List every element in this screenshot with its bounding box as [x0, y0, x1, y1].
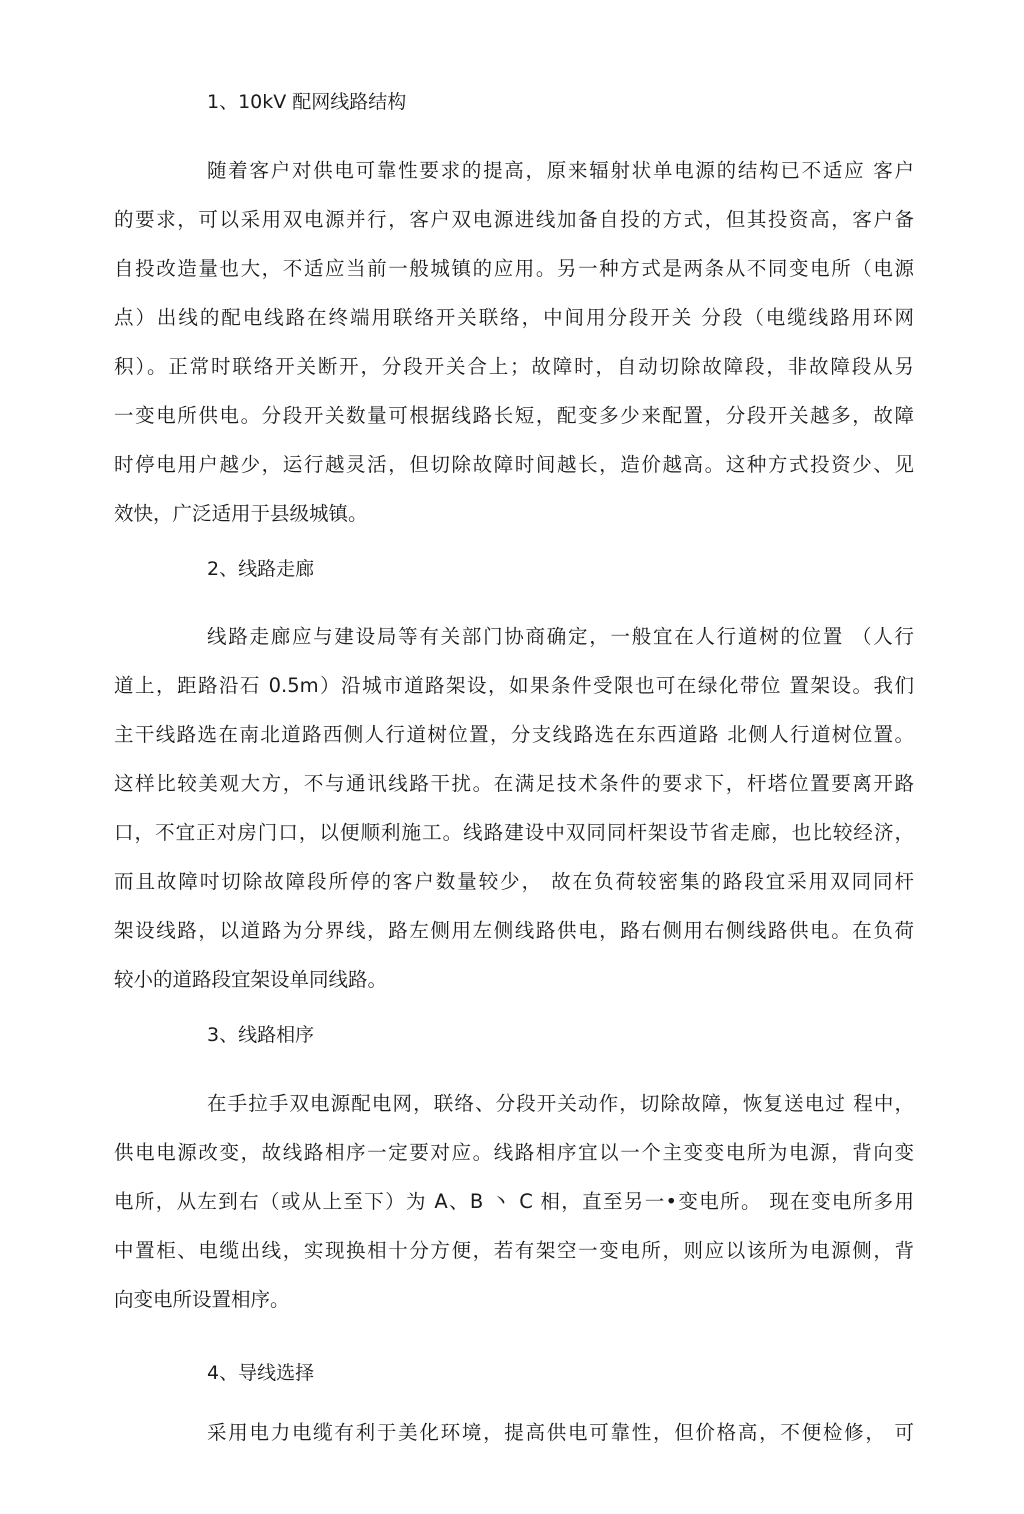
paragraph-line: 随着客户对供电可靠性要求的提高，原来辐射状单电源的结构已不适应 客户 [207, 159, 914, 182]
section-1-paragraph [114, 146, 914, 538]
paragraph-line: 供电电源改变，故线路相序一定要对应。线路相序宜以一个主变变电所为电源，背向变 [114, 1141, 914, 1164]
section-1-heading: 1、10kV 配网线路结构 [207, 91, 407, 113]
paragraph-line: 在手拉手双电源配电网，联络、分段开关动作，切除故障，恢复送电过 程中， [207, 1092, 914, 1115]
paragraph-line: 采用电力电缆有利于美化环境，提高供电可靠性，但价格高，不便检修， 可 [207, 1421, 914, 1444]
paragraph-line: 电所，从左到右（或从上至下）为 A、B 丶 C 相，直至另一•变电所。 现在变电所多用 [114, 1190, 914, 1213]
section-4-paragraph [114, 1408, 914, 1457]
paragraph-line: 自投改造量也大，不适应当前一般城镇的应用。另一种方式是两条从不同变电所（电源 [114, 257, 914, 280]
paragraph-line: 道上，距路沿石 0.5m）沿城市道路架设，如果条件受限也可在绿化带位 置架设。我们 [114, 674, 914, 697]
paragraph-line: 而且故障吋切除故障段所停的客户数量较少， 故在负荷较密集的路段宜采用双同同杆 [114, 870, 914, 893]
paragraph-line: 这样比较美观大方，不与通讯线路干扰。在满足技术条件的要求下，杆塔位置要离开路 [114, 772, 914, 795]
paragraph-line: 积）。正常时联络开关断开，分段开关合上；故障时，自动切除故障段，非故障段从另 [114, 355, 914, 378]
paragraph-line: 向变电所设置相序。 [114, 1288, 290, 1311]
section-2-paragraph [114, 612, 914, 1004]
paragraph-line: 效快，广泛适用于县级城镇。 [114, 502, 368, 525]
section-3-heading: 3、线路相序 [207, 1024, 315, 1046]
paragraph-line: 较小的道路段宜架设单同线路。 [114, 968, 388, 991]
paragraph-line: 中置柜、电缆出线，实现换相十分方便，若有架空一变电所，则应以该所为电源侧，背 [114, 1239, 914, 1262]
section-4-heading: 4、导线选择 [207, 1362, 315, 1384]
paragraph-line: 的要求，可以采用双电源并行，客户双电源进线加备自投的方式，但其投资高，客户备 [114, 208, 914, 231]
paragraph-line: 点）出线的配电线路在终端用联络开关联络，中间用分段开关 分段（电缆线路用环网 [114, 306, 914, 329]
paragraph-line: 时停电用户越少，运行越灵活，但切除故障时间越长，造价越高。这种方式投资少、见 [114, 453, 914, 476]
paragraph-line: 架设线路，以道路为分界线，路左侧用左侧线路供电，路右侧用右侧线路供电。在负荷 [114, 919, 914, 942]
paragraph-line: 主干线路选在南北道路西侧人行道树位置，分支线路选在东西道路 北侧人行道树位置。 [114, 723, 914, 746]
paragraph-line: 线路走廊应与建设局等有关部门协商确定，一般宜在人行道树的位置 （人行 [207, 625, 914, 648]
section-3-paragraph [114, 1079, 914, 1324]
paragraph-line: 一变电所供电。分段开关数量可根据线路长短，配变多少来配置，分段开关越多，故障 [114, 404, 914, 427]
section-2-heading: 2、线路走廊 [207, 558, 315, 580]
paragraph-line: 口，不宜正对房门口，以便顺利施工。线路建设中双同同杆架设节省走廊，也比较经济， [114, 821, 914, 844]
